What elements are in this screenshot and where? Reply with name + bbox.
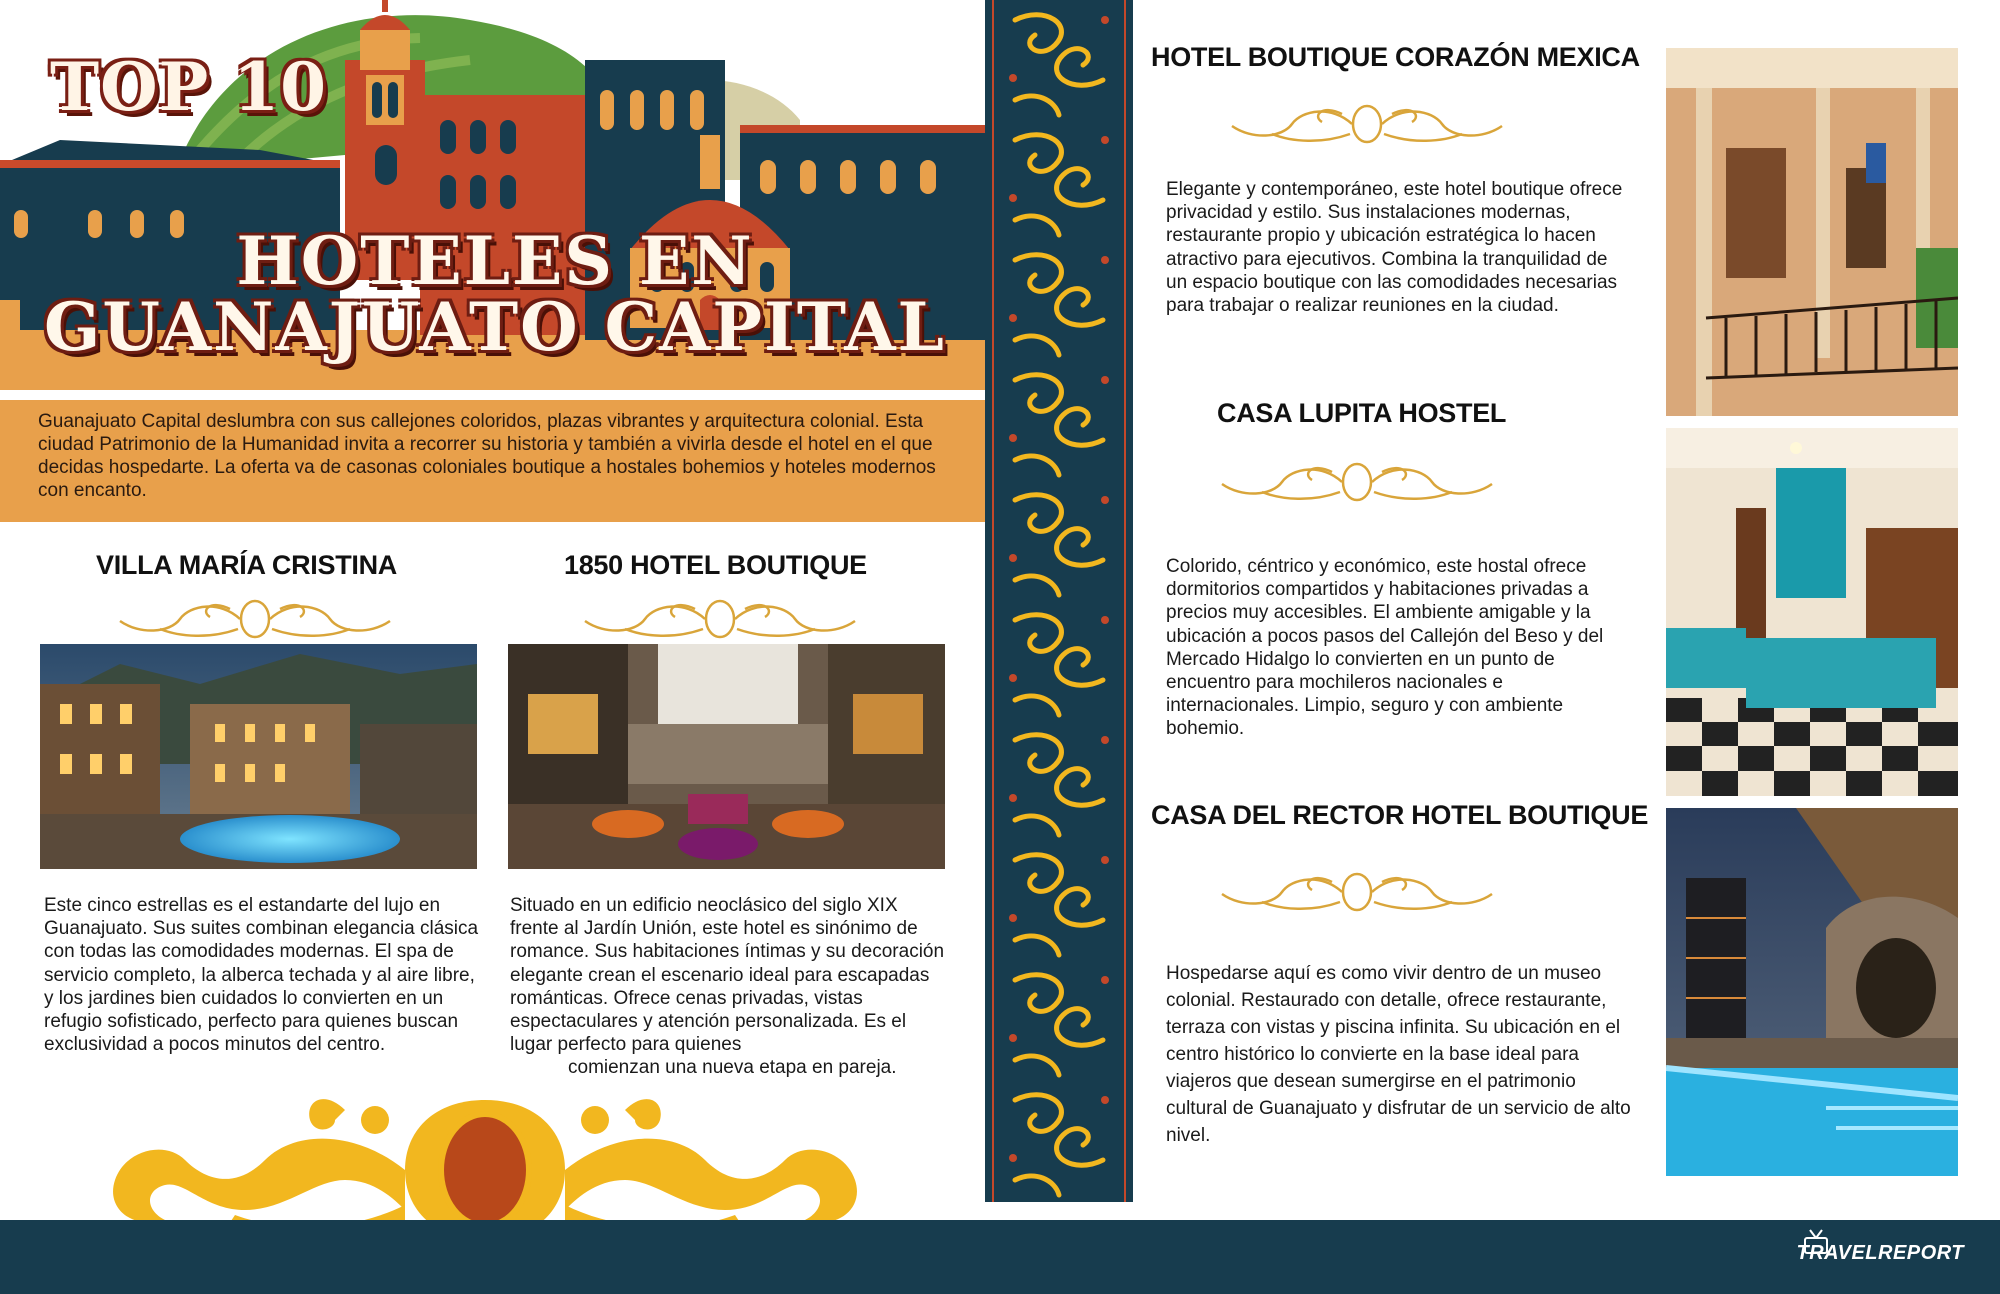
hotel-description-main: Situado en un edificio neoclásico del siglo XIX frente al Jardín Unión, este hotel es sinónimo de romance. Sus habitaciones íntimas y su decoración elegante crean el escenario ideal para escapadas románticas. Ofrece cenas privadas, vistas espectaculares y atención personalizada. Es el lugar perfecto para quienes bbox=[510, 895, 945, 1056]
ornament-flourish bbox=[1222, 100, 1512, 150]
hotel-photo-corazon-mexica bbox=[1666, 48, 1958, 416]
hotel-photo-casa-lupita bbox=[1666, 428, 1958, 796]
page-title bbox=[30, 222, 960, 366]
hotel-photo-casa-del-rector bbox=[1666, 808, 1958, 1176]
hotel-description: Este cinco estrellas es el estandarte del lujo en Guanajuato. Sus suites combinan elegancia clásica con todas las comodidades modernas. El spa de servicio completo, la alberca techada y al aire libre, y los jardines bien cuidados lo convierten en un refugio sofisticado, perfecto para quienes buscan exclusividad a pocos minutos del centro. bbox=[44, 895, 479, 1056]
hotel-photo-villa-maria-cristina bbox=[40, 644, 477, 869]
hotel-title: CASA DEL RECTOR HOTEL BOUTIQUE bbox=[1151, 800, 1649, 830]
hotel-description: Hospedarse aquí es como vivir dentro de un museo colonial. Restaurado con detalle, ofrece restaurante, terraza con vistas y piscina infinita. Su ubicación en el centro histórico lo convierte en la base ideal para viajeros que desean sumergirse en el patrimonio cultural de Guanajuato y disfrutar de un servicio de alto nivel. bbox=[1166, 963, 1631, 1146]
footer-bar bbox=[0, 1220, 2000, 1294]
hotel-title: VILLA MARÍA CRISTINA bbox=[96, 550, 397, 580]
intro-text: Guanajuato Capital deslumbra con sus callejones coloridos, plazas vibrantes y arquitectura colonial. Esta ciudad Patrimonio de la Humanidad invita a recorrer su historia y también a vivirla desde el hotel en el que decidas hospedarte. La oferta va de casonas coloniales boutique a hostales bohemios y hoteles modernos con encanto. bbox=[38, 411, 936, 501]
hero-banner bbox=[0, 0, 985, 390]
hotel-title: HOTEL BOUTIQUE CORAZÓN MEXICA bbox=[1151, 42, 1640, 72]
page-title-line2: GUANAJUATO CAPITAL bbox=[44, 288, 946, 366]
decorative-divider bbox=[985, 0, 1133, 1202]
intro-box bbox=[0, 400, 985, 522]
ornament-flourish bbox=[575, 595, 865, 645]
hotel-description: Elegante y contemporáneo, este hotel boutique ofrece privacidad y estilo. Sus instalaciones modernas, restaurante propio y ubicación estratégica lo hacen atractivo para ejecutivos. Combina la tranquilidad de un espacio boutique con las comodidades necesarias para trabajar o realizar reuniones en la ciudad. bbox=[1166, 179, 1623, 317]
ornament-flourish bbox=[1212, 868, 1502, 918]
hotel-photo-1850-hotel-boutique bbox=[508, 644, 945, 869]
page-title-line1: HOTELES EN bbox=[236, 222, 754, 300]
hotel-description: Colorido, céntrico y económico, este hostal ofrece dormitorios compartidos y habitaciones privadas a precios muy accesibles. El ambiente amigable y la ubicación a pocos pasos del Callejón del Beso y del Mercado Hidalgo lo convierten en un punto de encuentro para mochileros nacionales e internacionales. Limpio, seguro y con ambiente bohemio. bbox=[1166, 556, 1604, 740]
kicker-title: TOP 10 bbox=[50, 48, 328, 126]
hotel-description bbox=[510, 894, 950, 1080]
hotel-title: CASA LUPITA HOSTEL bbox=[1217, 398, 1507, 428]
hotel-description-last: comienzan una nueva etapa en pareja. bbox=[568, 1057, 897, 1079]
ornament-flourish bbox=[1212, 458, 1502, 508]
ornament-flourish bbox=[110, 595, 400, 645]
hotel-title: 1850 HOTEL BOUTIQUE bbox=[564, 550, 867, 580]
brand-logo: TRAVELREPORT bbox=[1796, 1242, 1964, 1264]
